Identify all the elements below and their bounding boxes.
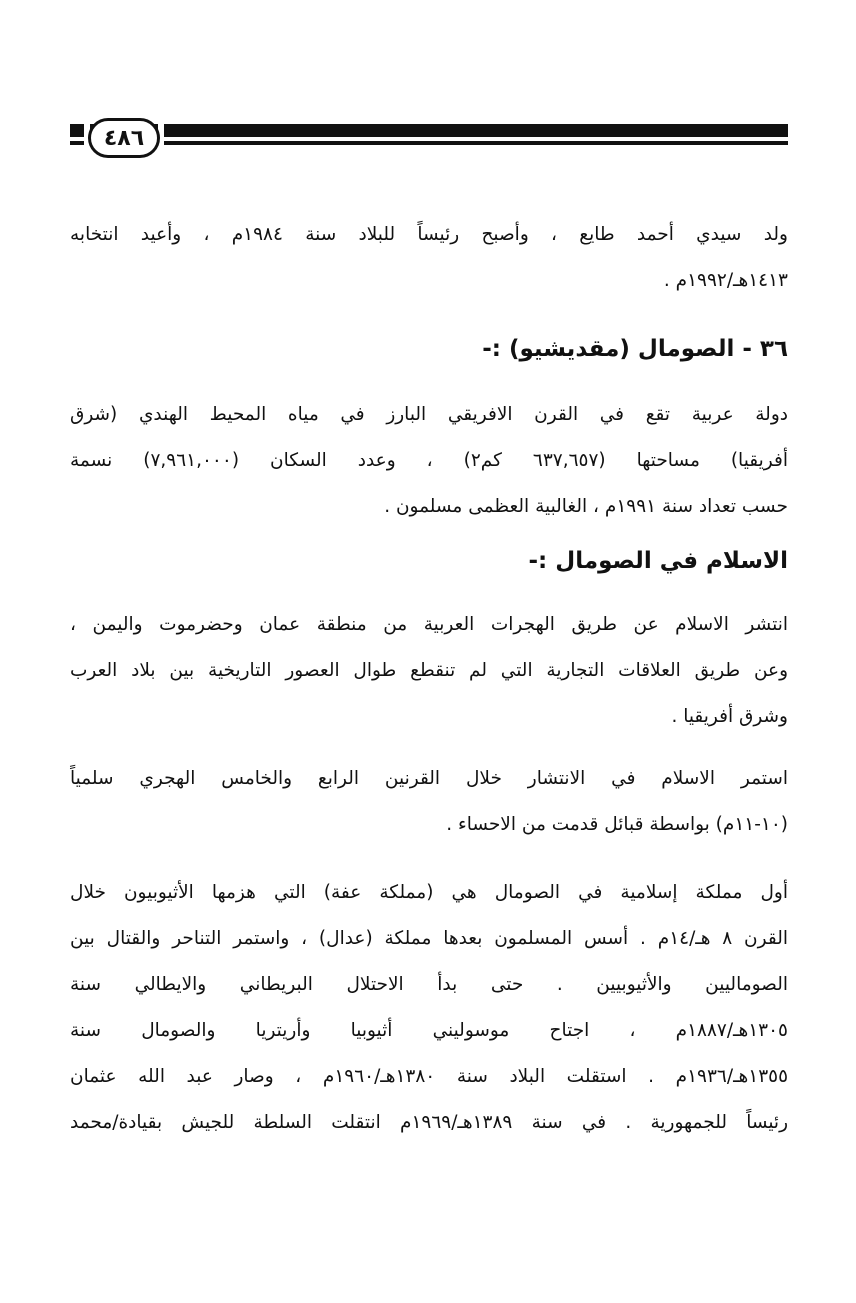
- subheading: الاسلام في الصومال :-: [528, 548, 788, 574]
- text-line: (١٠-١١م) بواسطة قبائل قدمت من الاحساء .: [446, 814, 788, 835]
- text-line: دولة عربية تقع في القرن الافريقي البارز في مياه المحيط الهندي (شرق: [70, 404, 788, 425]
- intro-paragraph: [70, 212, 788, 304]
- paragraph: [70, 602, 788, 740]
- section-paragraph: [70, 392, 788, 530]
- text-line: الصوماليين والأثيوبيين . حتى بدأ الاحتلال البريطاني والايطالي سنة: [70, 974, 788, 995]
- text-line: انتشر الاسلام عن طريق الهجرات العربية من منطقة عمان وحضرموت واليمن ،: [70, 614, 788, 635]
- section-title: ٣٦ - الصومال (مقديشيو) :-: [482, 336, 788, 362]
- paragraph: [70, 870, 788, 1146]
- paragraph: [70, 756, 788, 848]
- page-number: ٤٨٦: [88, 118, 160, 158]
- header-thick-rule: [70, 124, 788, 137]
- text-line: ١٤١٣هـ/١٩٩٢م .: [663, 270, 788, 291]
- text-line: القرن ٨ هـ/١٤م . أسس المسلمون بعدها مملكة (عدال) ، واستمر التناحر والقتال بين: [70, 928, 788, 949]
- text-line: أول مملكة إسلامية في الصومال هي (مملكة عفة) التي هزمها الأثيوبيون خلال: [70, 882, 788, 903]
- header-thin-rule: [70, 141, 788, 145]
- page-content: [70, 212, 788, 1146]
- text-line: ١٣٠٥هـ/١٨٨٧م ، اجتاح موسوليني أثيوبيا وأريتريا والصومال سنة: [70, 1020, 788, 1041]
- text-line: رئيساً للجمهورية . في سنة ١٣٨٩هـ/١٩٦٩م انتقلت السلطة للجيش بقيادة/محمد: [70, 1112, 789, 1133]
- text-line: ١٣٥٥هـ/١٩٣٦م . استقلت البلاد سنة ١٣٨٠هـ/١٩٦٠م ، وصار عبد الله عثمان: [70, 1066, 789, 1087]
- text-line: استمر الاسلام في الانتشار خلال القرنين الرابع والخامس الهجري سلمياً: [70, 768, 788, 789]
- text-line: حسب تعداد سنة ١٩٩١م ، الغالبية العظمى مسلمون .: [384, 496, 788, 517]
- text-line: وشرق أفريقيا .: [671, 706, 788, 727]
- text-line: أفريقيا) مساحتها (٦٣٧,٦٥٧ كم٢) ، وعدد السكان (٧,٩٦١,٠٠٠) نسمة: [70, 450, 788, 471]
- page-header: [70, 118, 788, 164]
- text-line: وعن طريق العلاقات التجارية التي لم تنقطع طوال العصور التاريخية بين بلاد العرب: [70, 660, 788, 681]
- text-line: ولد سيدي أحمد طايع ، وأصبح رئيساً للبلاد سنة ١٩٨٤م ، وأعيد انتخابه: [70, 224, 788, 245]
